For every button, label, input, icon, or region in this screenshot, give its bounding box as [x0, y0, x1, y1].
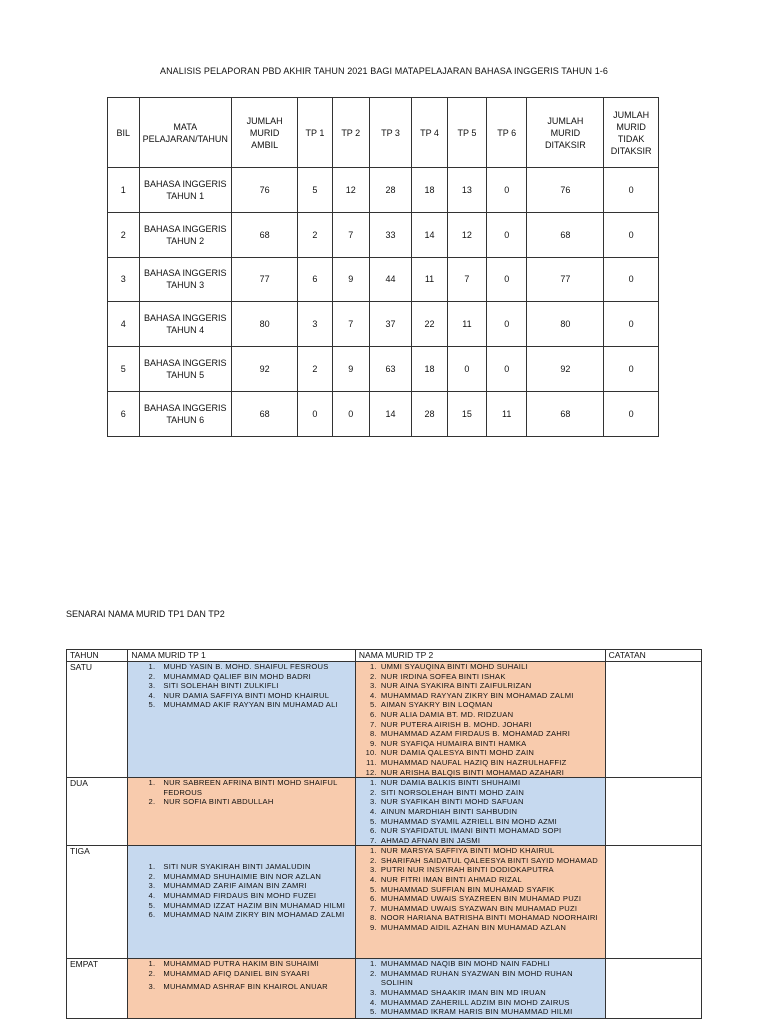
student-name: NUR ALIA DAMIA BT. MD. RIDZUAN: [380, 709, 514, 719]
student-name: MUHAMMAD AKIF RAYYAN BIN MUHAMAD ALI: [163, 700, 338, 710]
student-name: SITI NUR SYAKIRAH BINTI JAMALUDIN: [163, 862, 311, 872]
header-tp5: TP 5: [447, 98, 486, 168]
summary-table: [107, 97, 659, 437]
cell-ditaksir: 76: [527, 168, 604, 213]
student-name: MUHD YASIN B. MOHD. SHAIFUL FESROUS: [163, 662, 329, 671]
header-tp1: TP 1: [298, 98, 332, 168]
student-name: NUR SOFIA BINTI ABDULLAH: [163, 797, 274, 807]
student-name: MUHAMMAD NAUFAL HAZIQ BIN HAZRULHAFFIZ: [380, 757, 567, 767]
student-name: AIMAN SYAKRY BIN LOQMAN: [380, 700, 493, 710]
cell-tp2: 0: [332, 391, 369, 436]
cell-tp4: 18: [412, 168, 448, 213]
cell-ambil: 68: [231, 212, 297, 257]
tp2-name-list: [359, 778, 602, 845]
student-name: MUHAMMAD RAYYAN ZIKRY BIN MOHAMAD ZALMI: [380, 690, 574, 700]
header-jumlah-ambil: [231, 98, 297, 168]
subject-line: TAHUN 2: [166, 235, 205, 246]
cell-tp1-names: [128, 778, 356, 846]
subject-line: TAHUN 5: [166, 370, 205, 381]
cell-tidak: 0: [604, 212, 659, 257]
header-ambil-line-1: JUMLAH: [246, 115, 283, 126]
cell-subject: [139, 302, 231, 347]
student-name: NUR FITRI IMAN BINTI AHMAD RIZAL: [380, 875, 522, 885]
cell-tp5: 15: [447, 391, 486, 436]
header-tidak-line-2: MURID: [616, 121, 646, 132]
section-subtitle: SENARAI NAMA MURID TP1 DAN TP2: [66, 609, 225, 619]
cell-ambil: 80: [231, 302, 297, 347]
cell-tidak: 0: [604, 302, 659, 347]
student-name: NUR SYAFIDATUL IMANI BINTI MOHAMAD SOPI: [380, 826, 562, 836]
student-name: SHARIFAH SAIDATUL QALEESYA BINTI SAYID MOHAMAD: [380, 855, 599, 865]
cell-tp1: 6: [298, 257, 332, 302]
names-row: [67, 778, 702, 846]
names-row: [67, 959, 702, 1019]
cell-tp2: 9: [332, 257, 369, 302]
summary-row: [108, 257, 659, 302]
student-name: MUHAMMAD NAQIB BIN MOHD NAIN FADHLI: [380, 959, 550, 969]
student-name: MUHAMMAD AZAM FIRDAUS B. MOHAMAD ZAHRI: [380, 729, 571, 739]
subject-line: BAHASA INGGERIS: [144, 313, 227, 324]
student-name: SITI NORSOLEHAH BINTI MOHD ZAIN: [380, 787, 525, 797]
header-jumlah-ditaksir: [527, 98, 604, 168]
student-name: NUR DAMIA QALESYA BINTI MOHD ZAIN: [380, 748, 535, 758]
cell-ambil: 68: [231, 391, 297, 436]
cell-tp5: 11: [447, 302, 486, 347]
cell-tp5: 0: [447, 347, 486, 392]
cell-tp4: 28: [412, 391, 448, 436]
student-name: MUHAMMAD SYAMIL AZRIELL BIN MOHD AZMI: [380, 816, 557, 826]
student-name: MUHAMMAD ZARIF AIMAN BIN ZAMRI: [163, 881, 307, 891]
summary-row: [108, 302, 659, 347]
cell-tp2: 9: [332, 347, 369, 392]
cell-tp2-names: [355, 846, 605, 959]
cell-tp5: 13: [447, 168, 486, 213]
subject-line: BAHASA INGGERIS: [144, 358, 227, 369]
cell-tp6: 0: [486, 168, 527, 213]
header-mata-pelajaran: [139, 98, 231, 168]
tp1-name-list: [131, 959, 352, 992]
cell-ambil: 92: [231, 347, 297, 392]
student-name: AHMAD AFNAN BIN JASMI: [380, 835, 481, 845]
cell-tahun: DUA: [67, 778, 128, 846]
cell-ditaksir: 77: [527, 257, 604, 302]
cell-tahun: SATU: [67, 662, 128, 778]
subject-line: TAHUN 4: [166, 325, 205, 336]
header-tidak-line-3: TIDAK: [617, 133, 645, 144]
subject-line: BAHASA INGGERIS: [144, 223, 227, 234]
names-row: [67, 846, 702, 959]
header-mata-line: MATA: [173, 121, 198, 132]
header-ditaksir-line-2: MURID: [550, 127, 581, 138]
cell-tp5: 12: [447, 212, 486, 257]
cell-catatan: [605, 846, 701, 959]
cell-tp1: 5: [298, 168, 332, 213]
cell-subject: [139, 391, 231, 436]
cell-catatan: [605, 662, 701, 778]
summary-row: [108, 347, 659, 392]
header-ditaksir-line-1: JUMLAH: [547, 115, 584, 126]
cell-tp1-names: [128, 662, 356, 778]
student-name: NUR SYAFIKAH BINTI MOHD SAFUAN: [380, 797, 524, 807]
student-name: MUHAMMAD SHUHAIMIE BIN NOR AZLAN: [163, 871, 322, 881]
cell-ditaksir: 68: [527, 391, 604, 436]
student-name: MUHAMMAD UWAIS SYAZREEN BIN MUHAMAD PUZI: [380, 894, 582, 904]
cell-ditaksir: 80: [527, 302, 604, 347]
student-name: NUR DAMIA BALKIS BINTI SHUHAIMI: [380, 778, 521, 788]
student-name: MUHAMMAD IKRAM HARIS BIN MUHAMMAD HILMI: [380, 1007, 573, 1017]
tp2-name-list: [359, 959, 602, 1017]
student-name: NUR MARSYA SAFFIYA BINTI MOHD KHAIRUL: [380, 846, 555, 856]
cell-tp3: 14: [369, 391, 411, 436]
student-name: MUHAMMAD FIRDAUS BIN MOHD FUZEI: [163, 891, 317, 901]
subject-line: TAHUN 3: [166, 280, 205, 291]
student-name: MUHAMMAD PUTRA HAKIM BIN SUHAIMI: [163, 959, 320, 969]
header-ditaksir-line-3: DITAKSIR: [544, 139, 586, 150]
student-name: NUR DAMIA SAFFIYA BINTI MOHD KHAIRUL: [163, 690, 330, 700]
cell-subject: [139, 168, 231, 213]
cell-bil: 5: [108, 347, 140, 392]
student-name: PUTRI NUR INSYIRAH BINTI DODIOKAPUTRA: [380, 865, 554, 875]
tp1-name-list: [131, 662, 352, 710]
cell-tp2-names: [355, 662, 605, 778]
cell-tidak: 0: [604, 347, 659, 392]
cell-tp5: 7: [447, 257, 486, 302]
cell-tp3: 33: [369, 212, 411, 257]
names-row: [67, 662, 702, 778]
cell-catatan: [605, 778, 701, 846]
cell-tp1: 2: [298, 212, 332, 257]
cell-tp4: 14: [412, 212, 448, 257]
summary-header-row: [108, 98, 659, 168]
cell-tp1: 2: [298, 347, 332, 392]
student-name: MUHAMMAD SUFFIAN BIN MUHAMAD SYAFIK: [380, 884, 555, 894]
cell-tahun: TIGA: [67, 846, 128, 959]
student-name: MUHAMMAD AIDIL AZHAN BIN MUHAMAD AZLAN: [380, 923, 567, 933]
student-name: NUR PUTERA AIRISH B. MOHD. JOHARI: [380, 719, 532, 729]
summary-row: [108, 391, 659, 436]
cell-tp2: 12: [332, 168, 369, 213]
subject-line: BAHASA INGGERIS: [144, 268, 227, 279]
student-names-table: [66, 649, 702, 1019]
cell-tidak: 0: [604, 168, 659, 213]
header-ambil-line-3: AMBIL: [251, 139, 279, 150]
student-name: SITI SOLEHAH BINTI ZULKIFLI: [163, 681, 279, 691]
header-tp4: TP 4: [412, 98, 448, 168]
cell-bil: 2: [108, 212, 140, 257]
student-name: MUHAMMAD SHAAKIR IMAN BIN MD IRUAN: [380, 988, 546, 998]
header-nama-tp2: NAMA MURID TP 2: [355, 650, 605, 662]
cell-subject: [139, 347, 231, 392]
student-name: MUHAMMAD RUHAN SYAZWAN BIN MOHD RUHAN SOLIHIN: [380, 968, 573, 988]
summary-row: [108, 168, 659, 213]
header-ambil-line-2: MURID: [249, 127, 280, 138]
cell-tp1: 0: [298, 391, 332, 436]
header-tidak-line-1: JUMLAH: [613, 109, 650, 120]
cell-tidak: 0: [604, 391, 659, 436]
student-name: NUR SABREEN AFRINA BINTI MOHD SHAIFUL FEDROUS: [163, 778, 338, 797]
tp1-name-list: [131, 862, 352, 920]
header-nama-tp1: NAMA MURID TP 1: [128, 650, 356, 662]
cell-ambil: 77: [231, 257, 297, 302]
header-jumlah-tidak-ditaksir: [604, 98, 659, 168]
student-name: MUHAMMAD QALIEF BIN MOHD BADRI: [163, 671, 311, 681]
student-name: UMMI SYAUQINA BINTI MOHD SUHAILI: [380, 662, 528, 671]
cell-tp3: 44: [369, 257, 411, 302]
header-bil: BIL: [108, 98, 140, 168]
cell-tp3: 28: [369, 168, 411, 213]
student-name: NUR AINA SYAKIRA BINTI ZAIFULRIZAN: [380, 681, 532, 691]
cell-bil: 4: [108, 302, 140, 347]
cell-tp3: 37: [369, 302, 411, 347]
cell-tidak: 0: [604, 257, 659, 302]
cell-tp6: 0: [486, 347, 527, 392]
cell-tp1-names: [128, 846, 356, 959]
cell-catatan: [605, 959, 701, 1019]
header-tp2: TP 2: [332, 98, 369, 168]
cell-tp1-names: [128, 959, 356, 1019]
cell-tp6: 11: [486, 391, 527, 436]
cell-subject: [139, 257, 231, 302]
header-catatan: CATATAN: [605, 650, 701, 662]
cell-ditaksir: 68: [527, 212, 604, 257]
cell-tp2: 7: [332, 302, 369, 347]
cell-tp4: 22: [412, 302, 448, 347]
names-header-row: [67, 650, 702, 662]
cell-ambil: 76: [231, 168, 297, 213]
header-tahun: TAHUN: [67, 650, 128, 662]
cell-tp6: 0: [486, 257, 527, 302]
tp2-name-list: [359, 846, 602, 932]
subject-line: TAHUN 6: [166, 414, 205, 425]
student-name: MUHAMMAD IZZAT HAZIM BIN MUHAMAD HILMI: [163, 900, 346, 910]
student-name: MUHAMMAD ZAHERILL ADZIM BIN MOHD ZAIRUS: [380, 997, 570, 1007]
cell-tp2: 7: [332, 212, 369, 257]
student-name: NOOR HARIANA BATRISHA BINTI MOHAMAD NOORHAIRI: [380, 913, 598, 923]
student-name: MUHAMMAD NAIM ZIKRY BIN MOHAMAD ZALMI: [163, 910, 345, 920]
cell-tahun: EMPAT: [67, 959, 128, 1019]
student-name: MUHAMMAD AFIQ DANIEL BIN SYAARI: [163, 968, 310, 978]
cell-subject: [139, 212, 231, 257]
cell-bil: 6: [108, 391, 140, 436]
header-pelajaran-line: PELAJARAN/TAHUN: [142, 133, 228, 144]
header-tp3: TP 3: [369, 98, 411, 168]
cell-bil: 1: [108, 168, 140, 213]
tp2-name-list: [359, 662, 602, 777]
summary-row: [108, 212, 659, 257]
cell-bil: 3: [108, 257, 140, 302]
tp1-name-list: [131, 778, 352, 807]
student-name: NUR IRDINA SOFEA BINTI ISHAK: [380, 671, 506, 681]
student-name: NUR SYAFIQA HUMAIRA BINTI HAMKA: [380, 738, 527, 748]
student-name: AINUN MARDHIAH BINTI SAHBUDIN: [380, 806, 518, 816]
cell-tp2-names: [355, 959, 605, 1019]
cell-tp2-names: [355, 778, 605, 846]
cell-tp6: 0: [486, 302, 527, 347]
cell-tp4: 18: [412, 347, 448, 392]
subject-line: TAHUN 1: [166, 190, 205, 201]
header-tp6: TP 6: [486, 98, 527, 168]
header-tidak-line-4: DITAKSIR: [610, 145, 652, 156]
student-name: MUHAMMAD UWAIS SYAZWAN BIN MUHAMAD PUZI: [380, 903, 578, 913]
cell-tp3: 63: [369, 347, 411, 392]
cell-tp1: 3: [298, 302, 332, 347]
cell-tp6: 0: [486, 212, 527, 257]
student-name: NUR ARISHA BALQIS BINTI MOHAMAD AZAHARI: [380, 767, 565, 777]
cell-ditaksir: 92: [527, 347, 604, 392]
subject-line: BAHASA INGGERIS: [144, 178, 227, 189]
subject-line: BAHASA INGGERIS: [144, 402, 227, 413]
cell-tp4: 11: [412, 257, 448, 302]
document-title: ANALISIS PELAPORAN PBD AKHIR TAHUN 2021 BAGI MATAPELAJARAN BAHASA INGGERIS TAHUN 1-6: [159, 66, 609, 76]
student-name: MUHAMMAD ASHRAF BIN KHAIROL ANUAR: [163, 982, 328, 992]
